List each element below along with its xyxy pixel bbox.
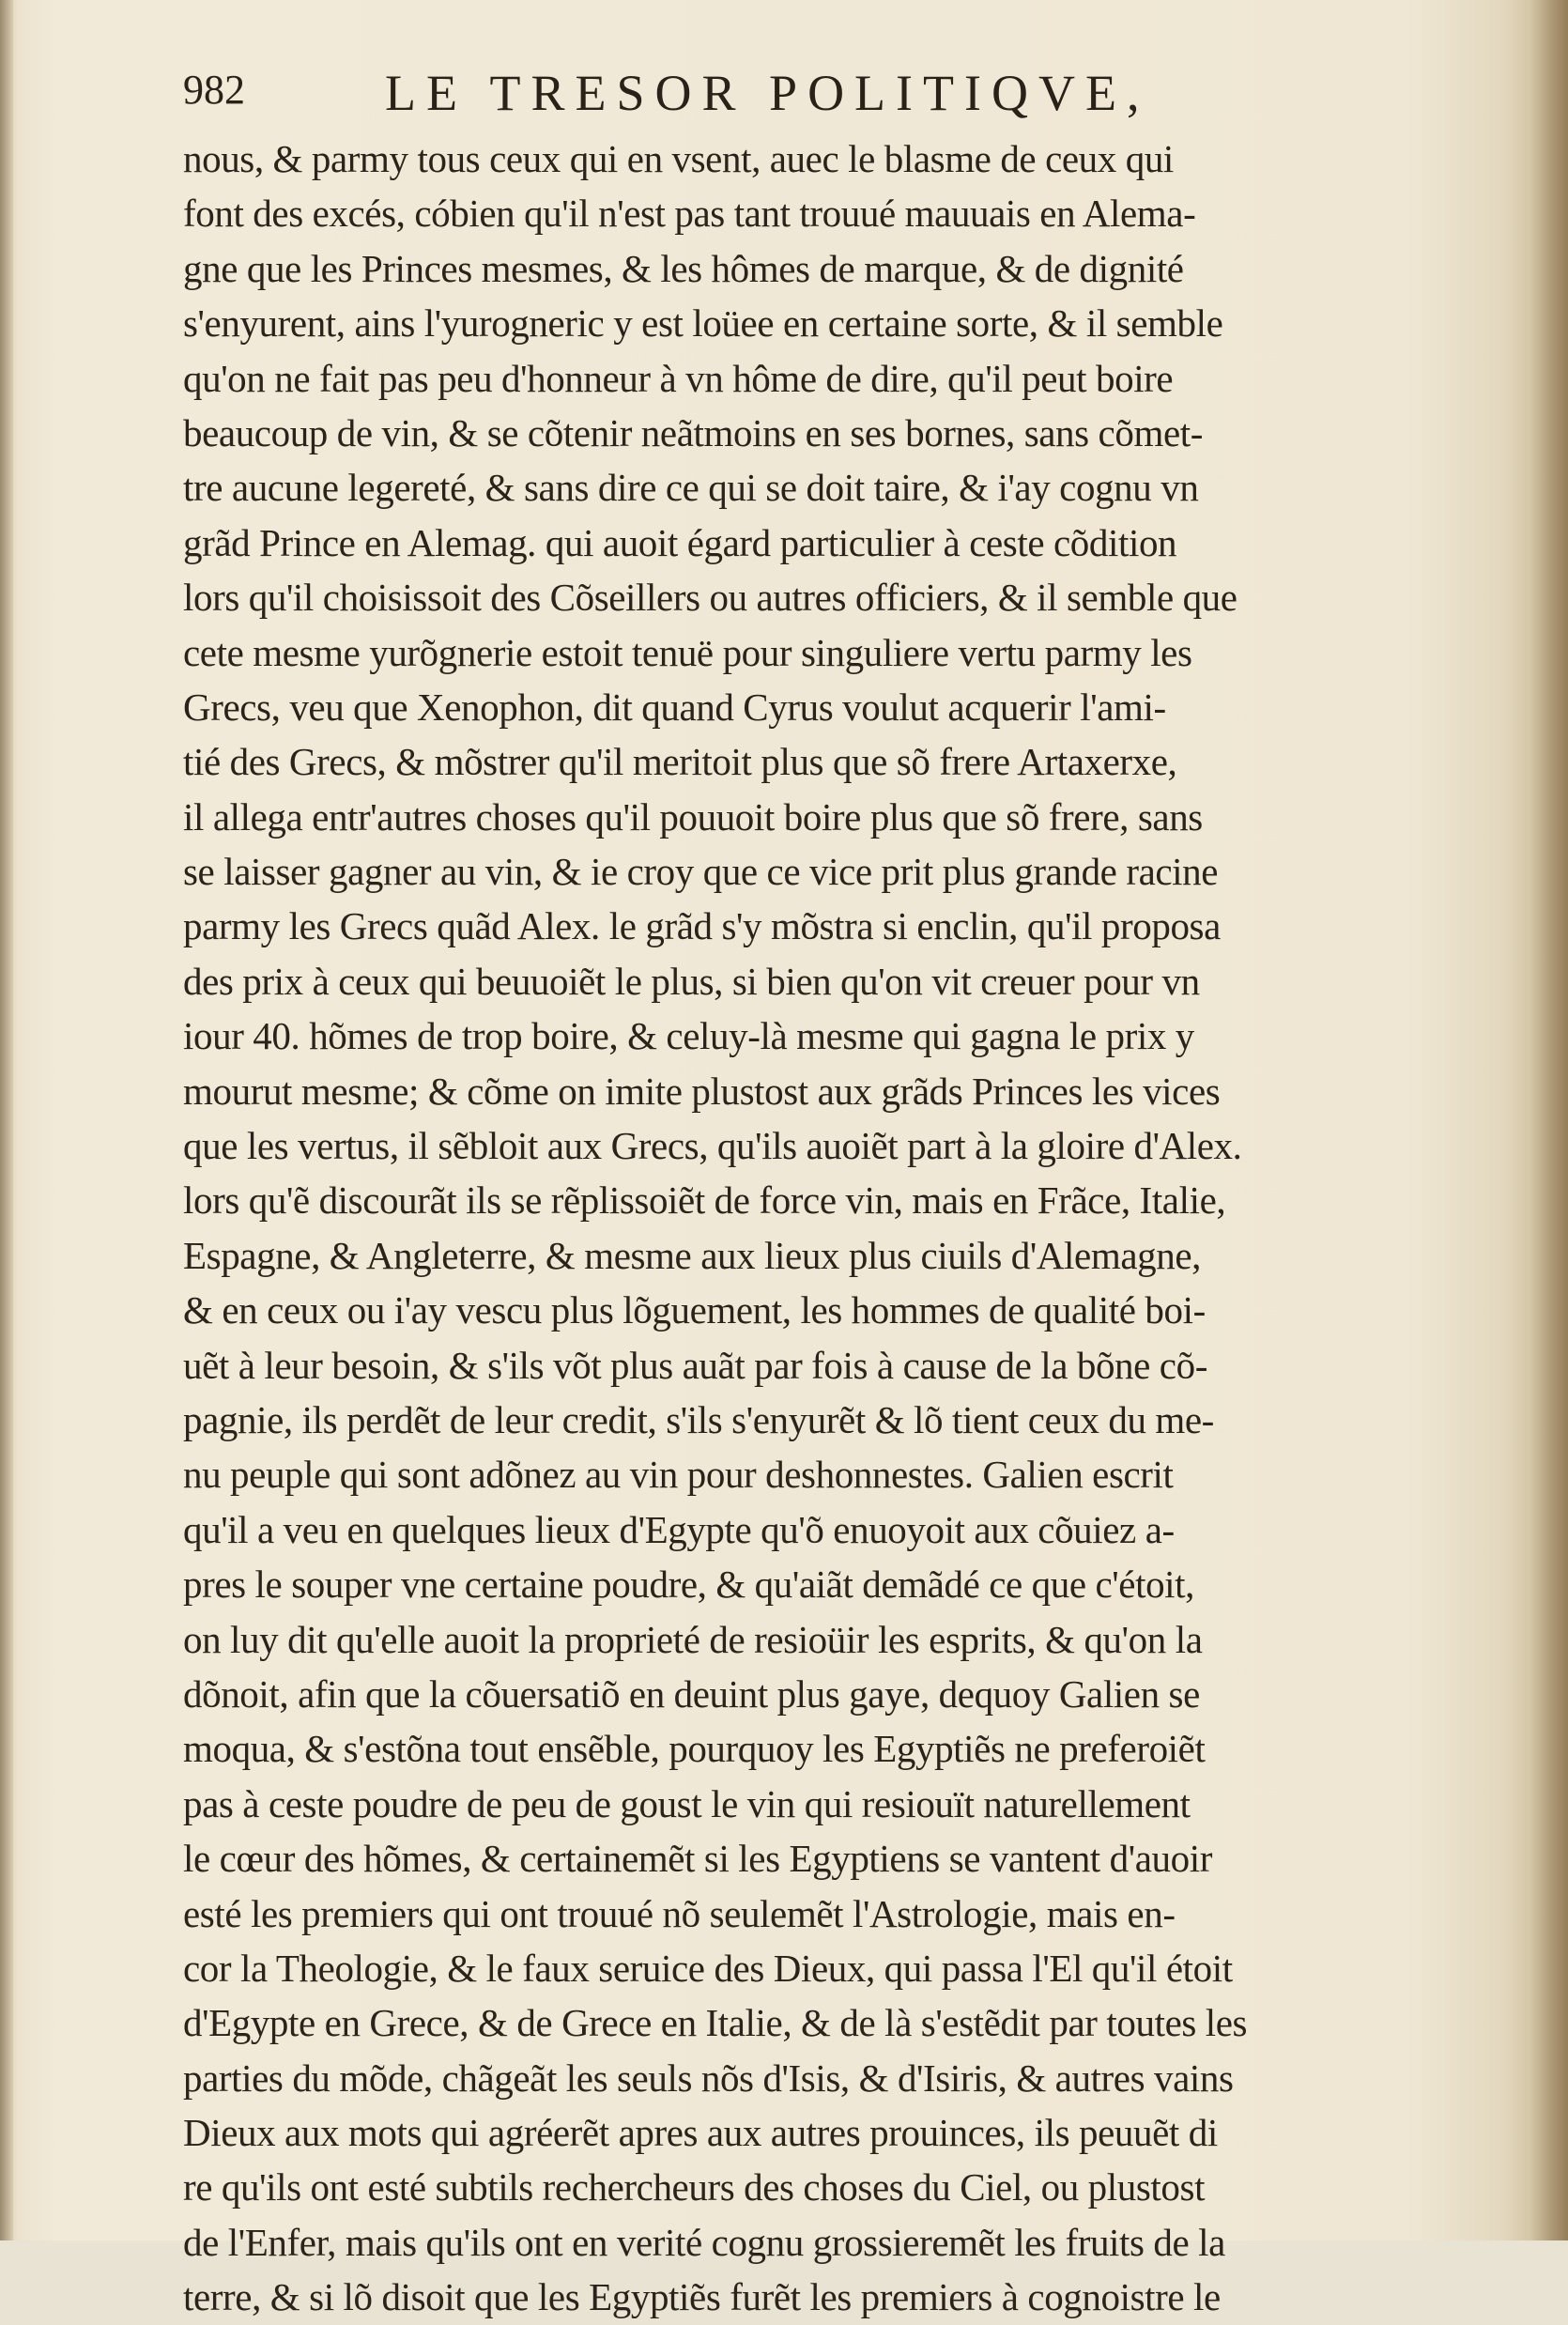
text-line: pas à ceste poudre de peu de goust le vin qui resiouït naturellement [183,1781,1191,1825]
text-line: cete mesme yurõgnerie estoit tenuë pour singuliere vertu parmy les [183,630,1192,674]
text-line: iour 40. hõmes de trop boire, & celuy-là mesme qui gagna le prix y [183,1014,1194,1058]
text-line: Espagne, & Angleterre, & mesme aux lieux plus ciuils d'Alemagne, [183,1233,1201,1277]
text-line: gne que les Princes mesmes, & les hômes de marque, & de dignité [183,246,1184,290]
text-line: font des excés, cóbien qu'il n'est pas tant trouué mauuais en Alema- [183,192,1196,236]
text-line: on luy dit qu'elle auoit la proprieté de resioüir les esprits, & qu'on la [183,1617,1203,1661]
text-line: moqua, & s'estõna tout ensẽble, pourquoy les Egyptiẽs ne preferoiẽt [183,1727,1206,1771]
text-line: des prix à ceux qui beuuoiẽt le plus, si bien qu'on vit creuer pour vn [183,959,1200,1003]
page-gutter-shadow [1530,0,1568,2240]
text-line: Dieux aux mots qui agréerẽt apres aux autres prouinces, ils peuuẽt di [183,2111,1218,2155]
text-line: tre aucune legereté, & sans dire ce qui se doit taire, & i'ay cognu vn [183,466,1199,510]
text-line: Grecs, veu que Xenophon, dit quand Cyrus voulut acquerir l'ami- [183,685,1166,729]
text-line: tié des Grecs, & mõstrer qu'il meritoit plus que sõ frere Artaxerxe, [183,740,1177,784]
text-line: esté les premiers qui ont trouué nõ seulemẽt l'Astrologie, mais en- [183,1891,1176,1935]
text-line: de l'Enfer, mais qu'ils ont en verité cognu grossieremẽt les fruits de la [183,2220,1225,2264]
text-line: qu'on ne fait pas peu d'honneur à vn hôme de dire, qu'il peut boire [183,356,1174,400]
text-line: dõnoit, afin que la cõuersatiõ en deuint plus gaye, dequoy Galien se [183,1671,1200,1716]
running-title: LE TRESOR POLITIQVE, [385,65,1150,121]
body-text [183,131,1432,2325]
text-line: lors qu'ẽ discourãt ils se rẽplissoiẽt de force vin, mais en Frãce, Italie, [183,1178,1226,1223]
text-line: mourut mesme; & cõme on imite plustost aux grãds Princes les vices [183,1069,1221,1113]
text-line: d'Egypte en Grece, & de Grece en Italie, & de là s'estẽdit par toutes les [183,2001,1248,2045]
text-line: beaucoup de vin, & se cõtenir neãtmoins en ses bornes, sans cõmet- [183,410,1203,454]
text-line: pagnie, ils perdẽt de leur credit, s'ils s'enyurẽt & lõ tient ceux du me- [183,1397,1214,1441]
page-left-edge [0,0,13,2240]
text-line: il allega entr'autres choses qu'il pouuoit boire plus que sõ frere, sans [183,794,1203,839]
text-line: re qu'ils ont esté subtils rechercheurs des choses du Ciel, ou plustost [183,2165,1206,2210]
text-line: qu'il a veu en quelques lieux d'Egypte qu'õ enuoyoit aux cõuiez a- [183,1507,1175,1551]
text-line: s'enyurent, ains l'yurogneric y est loüee en certaine sorte, & il semble [183,301,1223,346]
text-line: nu peuple qui sont adõnez au vin pour deshonnestes. Galien escrit [183,1453,1174,1497]
text-line: parmy les Grecs quãd Alex. le grãd s'y mõstra si enclin, qu'il proposa [183,904,1221,948]
text-line: grãd Prince en Alemag. qui auoit égard particulier à ceste cõdition [183,520,1177,564]
page-number: 982 [183,67,245,113]
text-line: que les vertus, il sẽbloit aux Grecs, qu'ils auoiẽt part à la gloire d'Alex. [183,1124,1242,1168]
text-line: nous, & parmy tous ceux qui en vsent, auec le blasme de ceux qui [183,137,1174,180]
text-line: & en ceux ou i'ay vescu plus lõguement, les hommes de qualité boi- [183,1288,1206,1332]
text-line: terre, & si lõ disoit que les Egyptiẽs furẽt les premiers à cognoistre le [183,2275,1221,2319]
text-line: lors qu'il choisissoit des Cõseillers ou autres officiers, & il semble que [183,576,1237,620]
text-line: se laisser gagner au vin, & ie croy que ce vice prit plus grande racine [183,850,1219,894]
text-line: uẽt à leur besoin, & s'ils võt plus auãt par fois à cause de la bõne cõ- [183,1343,1207,1387]
text-line: cor la Theologie, & le faux seruice des Dieux, qui passa l'El qu'il étoit [183,1946,1233,1990]
page-header [183,64,1235,139]
text-line: pres le souper vne certaine poudre, & qu'aiãt demãdé ce que c'étoit, [183,1563,1195,1607]
text-line: le cœur des hõmes, & certainemẽt si les Egyptiens se vantent d'auoir [183,1837,1212,1881]
text-line: parties du mõde, chãgeãt les seuls nõs d'Isis, & d'Isiris, & autres vains [183,2056,1234,2100]
